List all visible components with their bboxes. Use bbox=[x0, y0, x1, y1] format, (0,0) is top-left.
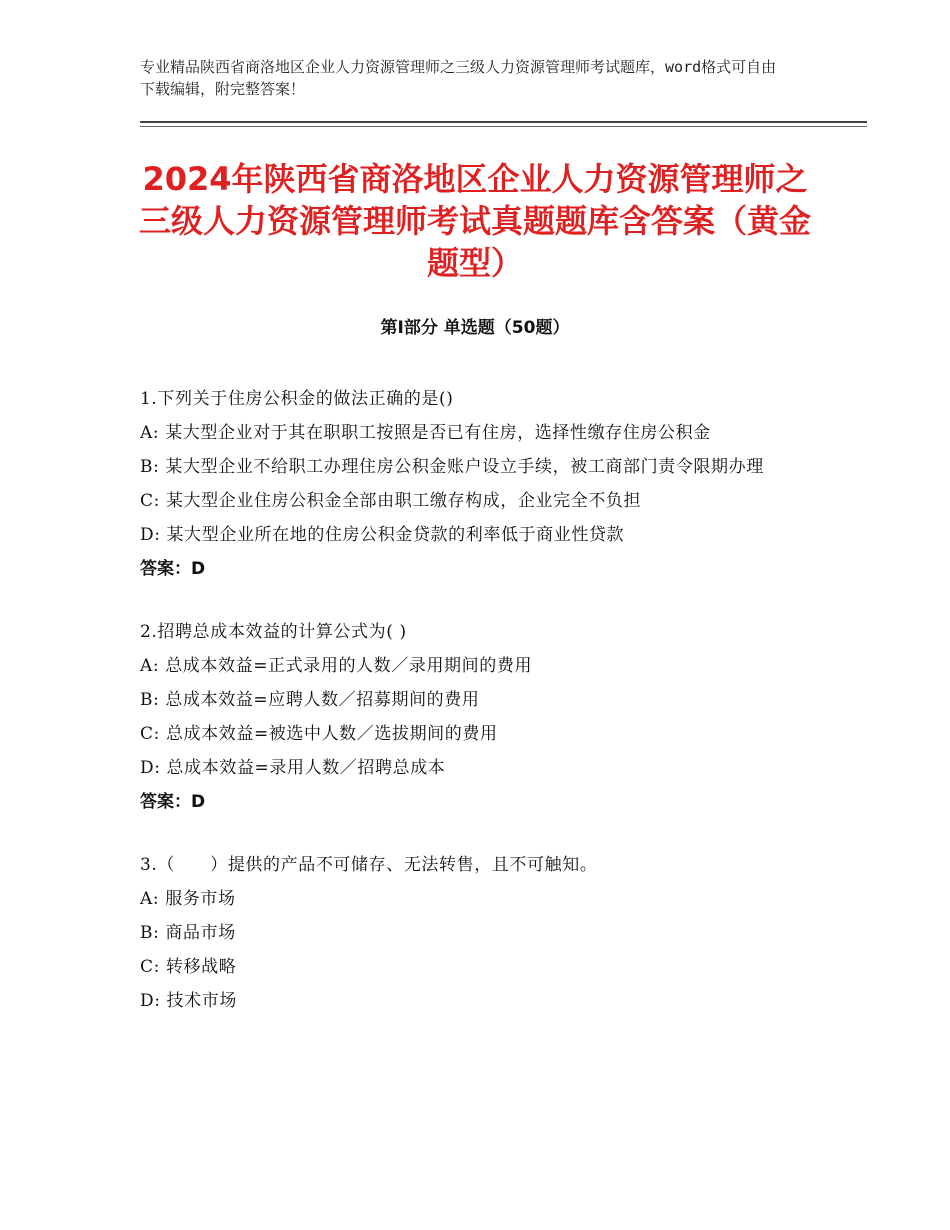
header-note: 专业精品陕西省商洛地区企业人力资源管理师之三级人力资源管理师考试题库，word格式可自由下载编辑，附完整答案！ bbox=[140, 58, 777, 98]
answer: 答案：D bbox=[140, 792, 206, 812]
option-b: B: 某大型企业不给职工办理住房公积金账户设立手续，被工商部门责令限期办理 bbox=[140, 457, 764, 477]
question-2 bbox=[140, 615, 820, 819]
header-divider-thin bbox=[140, 126, 867, 127]
question-1 bbox=[140, 382, 820, 586]
question-3 bbox=[140, 848, 820, 1018]
option-c: C: 转移战略 bbox=[140, 957, 237, 977]
section-heading: 第Ⅰ部分 单选题（50题） bbox=[380, 318, 570, 338]
question-stem: 2.招聘总成本效益的计算公式为( ) bbox=[140, 622, 407, 642]
option-d: D: 技术市场 bbox=[140, 991, 237, 1011]
answer: 答案：D bbox=[140, 559, 206, 579]
option-d: D: 总成本效益=录用人数／招聘总成本 bbox=[140, 758, 446, 778]
option-a: A: 服务市场 bbox=[140, 889, 236, 909]
option-c: C: 某大型企业住房公积金全部由职工缴存构成，企业完全不负担 bbox=[140, 491, 642, 511]
question-stem: 3.（ ）提供的产品不可储存、无法转售，且不可触知。 bbox=[140, 855, 598, 875]
option-c: C: 总成本效益=被选中人数／选拔期间的费用 bbox=[140, 724, 498, 744]
option-d: D: 某大型企业所在地的住房公积金贷款的利率低于商业性贷款 bbox=[140, 525, 625, 545]
option-a: A: 总成本效益=正式录用的人数／录用期间的费用 bbox=[140, 656, 533, 676]
option-a: A: 某大型企业对于其在职职工按照是否已有住房，选择性缴存住房公积金 bbox=[140, 423, 711, 443]
option-b: B: 总成本效益=应聘人数／招募期间的费用 bbox=[140, 690, 480, 710]
header-divider-thick bbox=[140, 121, 867, 123]
document-title: 2024年陕西省商洛地区企业人力资源管理师之三级人力资源管理师考试真题题库含答案（黄金题型） bbox=[138, 160, 811, 282]
question-stem: 1.下列关于住房公积金的做法正确的是() bbox=[140, 389, 454, 409]
question-list bbox=[140, 382, 820, 1047]
option-b: B: 商品市场 bbox=[140, 923, 236, 943]
